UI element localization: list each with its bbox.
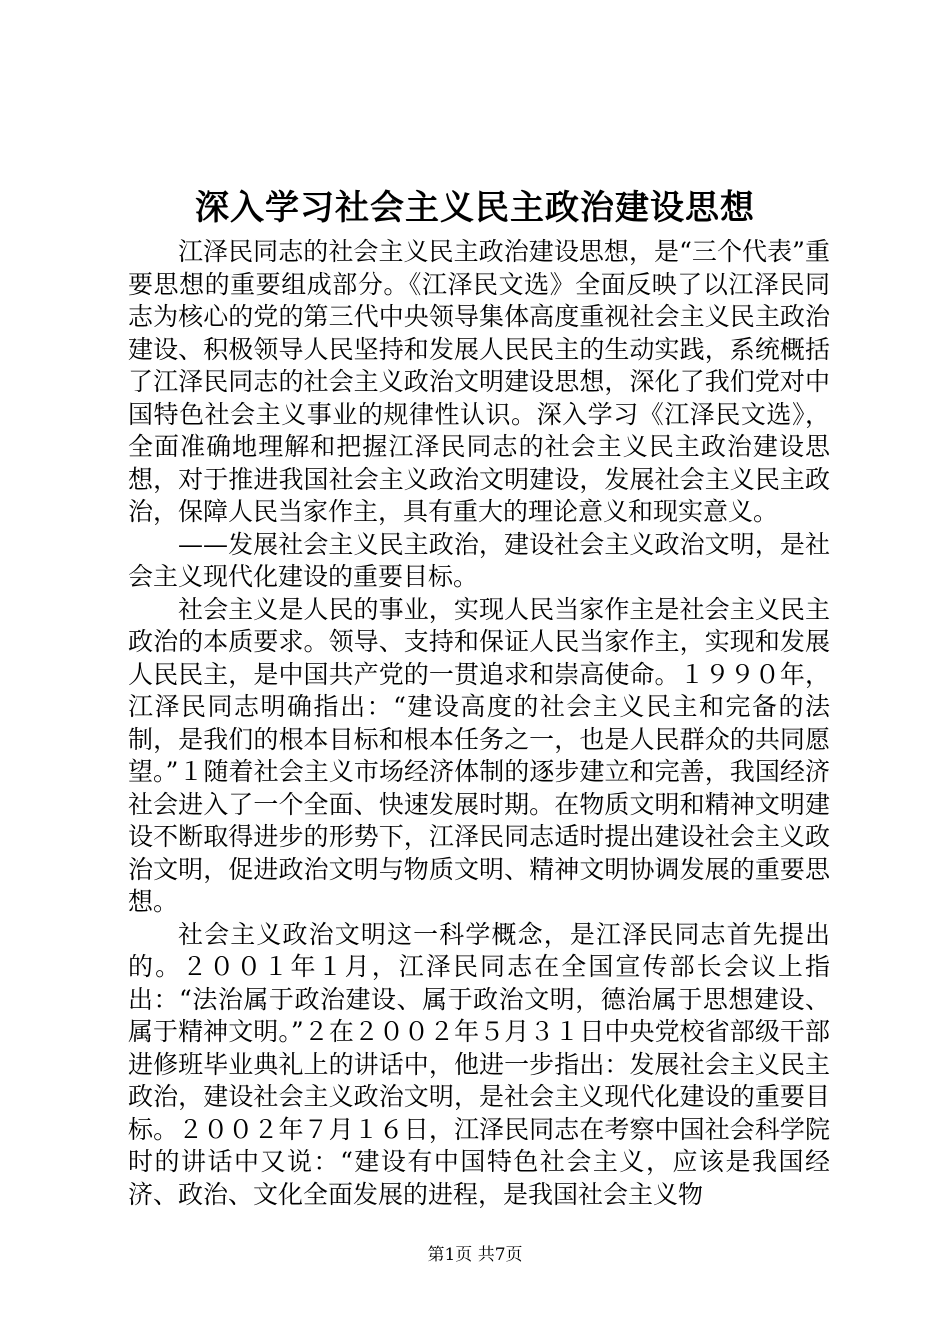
paragraph: 社会主义政治文明这一科学概念，是江泽民同志首先提出的。２００１年１月，江泽民同志在全国宣传部长会议上指出：“法治属于政治建设、属于政治文明，德治属于思想建设、属于精神文明。”２在２００２年５月３１日中央党校省部级干部进修班毕业典礼上的讲话中，他进一步指出：发展社会主义民主政治，建设社会主义政治文明，是社会主义现代化建设的重要目标。２００２年７月１６日，江泽民同志在考察中国社会科学院时的讲话中又说：“建设有中国特色社会主义，应该是我国经济、政治、文化全面发展的进程，是我国社会主义物 — [128, 919, 830, 1209]
document-title: 深入学习社会主义民主政治建设思想 — [195, 188, 755, 228]
paragraph: ——发展社会主义民主政治，建设社会主义政治文明，是社会主义现代化建设的重要目标。 — [128, 529, 830, 591]
document-body — [128, 236, 830, 1211]
paragraph: 社会主义是人民的事业，实现人民当家作主是社会主义民主政治的本质要求。领导、支持和保证人民当家作主，实现和发展人民民主，是中国共产党的一贯追求和崇高使命。１９９０年，江泽民同志明确指出：“建设高度的社会主义民主和完备的法制，是我们的根本目标和根本任务之一，也是人民群众的共同愿望。”１随着社会主义市场经济体制的逐步建立和完善，我国经济社会进入了一个全面、快速发展时期。在物质文明和精神文明建设不断取得进步的形势下，江泽民同志适时提出建设社会主义政治文明，促进政治文明与物质文明、精神文明协调发展的重要思想。 — [128, 594, 830, 916]
paragraph: 江泽民同志的社会主义民主政治建设思想，是“三个代表”重要思想的重要组成部分。《江泽民文选》全面反映了以江泽民同志为核心的党的第三代中央领导集体高度重视社会主义民主政治建设、积极领导人民坚持和发展人民民主的生动实践，系统概括了江泽民同志的社会主义政治文明建设思想，深化了我们党对中国特色社会主义事业的规律性认识。深入学习《江泽民文选》，全面准确地理解和把握江泽民同志的社会主义民主政治建设思想，对于推进我国社会主义政治文明建设，发展社会主义民主政治，保障人民当家作主，具有重大的理论意义和现实意义。 — [128, 237, 830, 526]
page-number-footer: 第1页 共7页 — [427, 1245, 523, 1265]
